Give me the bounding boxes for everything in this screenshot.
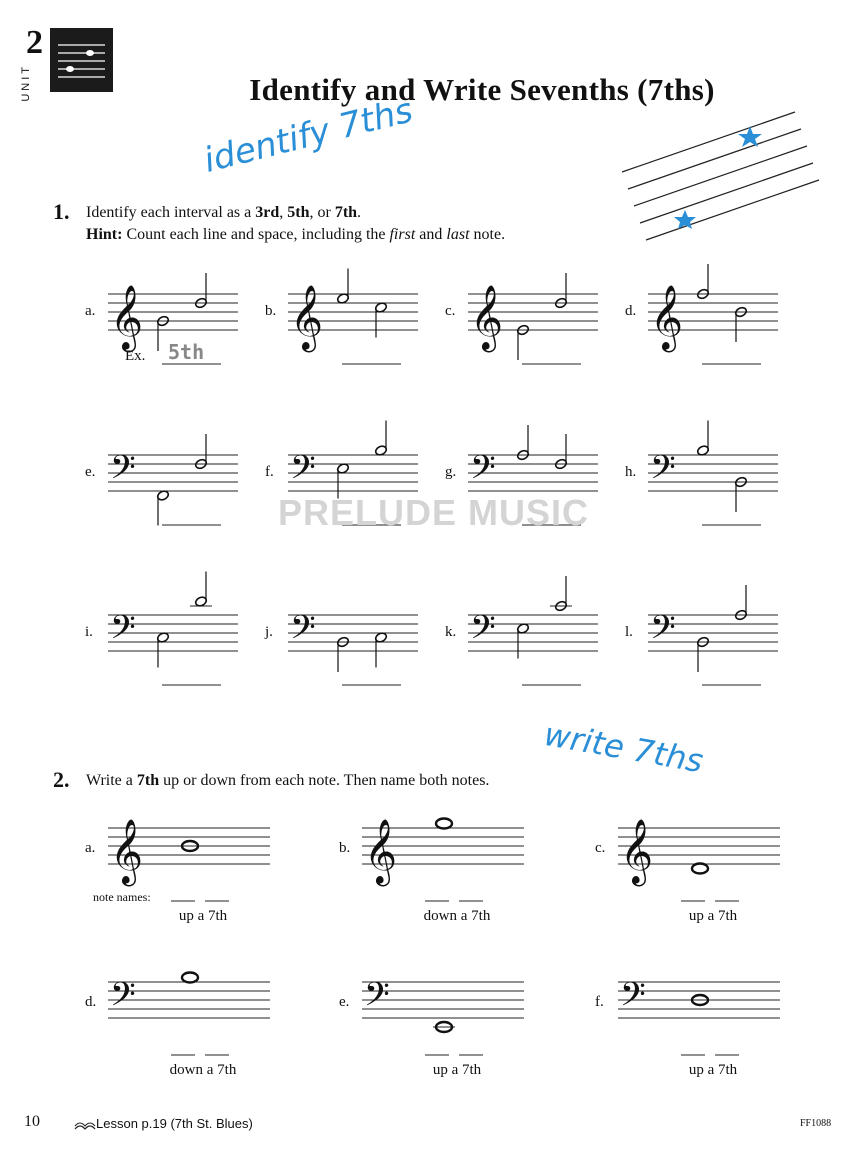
note-names-label: note names: <box>93 890 151 904</box>
treble-clef-icon: 𝄞 <box>290 285 324 350</box>
whole-note <box>436 819 452 829</box>
bass-clef-icon: 𝄢 <box>650 609 676 655</box>
catalog-code: FF1088 <box>800 1118 832 1129</box>
handwriting-identify: identify 7ths <box>200 90 417 181</box>
item-label: f. <box>595 994 604 1010</box>
whole-note <box>692 864 708 874</box>
bass-clef-icon: 𝄢 <box>290 449 316 495</box>
item-label: d. <box>625 303 637 319</box>
bass-clef-icon: 𝄢 <box>110 976 136 1022</box>
item-label: a. <box>85 303 96 319</box>
item-label: b. <box>339 840 351 856</box>
direction-label: up a 7th <box>688 1062 738 1078</box>
treble-clef-icon: 𝄞 <box>110 819 144 884</box>
watermark: PRELUDE MUSIC <box>278 492 590 533</box>
direction-label: down a 7th <box>423 908 491 924</box>
treble-clef-icon: 𝄞 <box>650 285 684 350</box>
unit-label: UNIT <box>20 64 32 102</box>
book-icon <box>74 1119 96 1131</box>
example-answer: 5th <box>168 340 205 364</box>
item-label: k. <box>445 624 457 640</box>
item-label: h. <box>625 464 637 480</box>
bass-clef-icon: 𝄢 <box>620 976 646 1022</box>
unit-number: 2 <box>26 24 43 61</box>
bass-clef-icon: 𝄢 <box>364 976 390 1022</box>
direction-label: down a 7th <box>169 1062 237 1078</box>
question-2-instruction: Write a 7th up or down from each note. Then name both notes. <box>86 772 490 789</box>
item-label: j. <box>265 624 273 640</box>
lesson-reference: Lesson p.19 (7th St. Blues) <box>74 1116 253 1131</box>
question-1-instruction: Identify each interval as a 3rd, 5th, or 7th. Hint: Count each line and space, including the first and last note. <box>86 204 506 243</box>
item-label: f. <box>265 464 274 480</box>
item-label: i. <box>85 624 93 640</box>
question-1-number: 1. <box>53 199 70 224</box>
example-label: Ex. <box>125 348 146 364</box>
item-label: b. <box>265 303 277 319</box>
bass-clef-icon: 𝄢 <box>110 449 136 495</box>
treble-clef-icon: 𝄞 <box>620 819 654 884</box>
item-label: c. <box>445 303 456 319</box>
item-label: l. <box>625 624 633 640</box>
treble-clef-icon: 𝄞 <box>470 285 504 350</box>
item-label: e. <box>339 994 350 1010</box>
bass-clef-icon: 𝄢 <box>470 449 496 495</box>
bass-clef-icon: 𝄢 <box>650 449 676 495</box>
bass-clef-icon: 𝄢 <box>290 609 316 655</box>
bass-clef-icon: 𝄢 <box>470 609 496 655</box>
item-label: d. <box>85 994 97 1010</box>
direction-label: up a 7th <box>688 908 738 924</box>
direction-label: up a 7th <box>432 1062 482 1078</box>
item-label: a. <box>85 840 96 856</box>
item-label: e. <box>85 464 96 480</box>
handwriting-write: write 7ths <box>541 715 707 781</box>
treble-clef-icon: 𝄞 <box>364 819 398 884</box>
item-label: g. <box>445 464 457 480</box>
page-title: Identify and Write Sevenths (7ths) <box>249 72 715 107</box>
direction-label: up a 7th <box>178 908 228 924</box>
page-number: 10 <box>24 1113 40 1130</box>
treble-clef-icon: 𝄞 <box>110 285 144 350</box>
bass-clef-icon: 𝄢 <box>110 609 136 655</box>
item-label: c. <box>595 840 606 856</box>
whole-note <box>182 973 198 983</box>
question-2-number: 2. <box>53 767 70 792</box>
